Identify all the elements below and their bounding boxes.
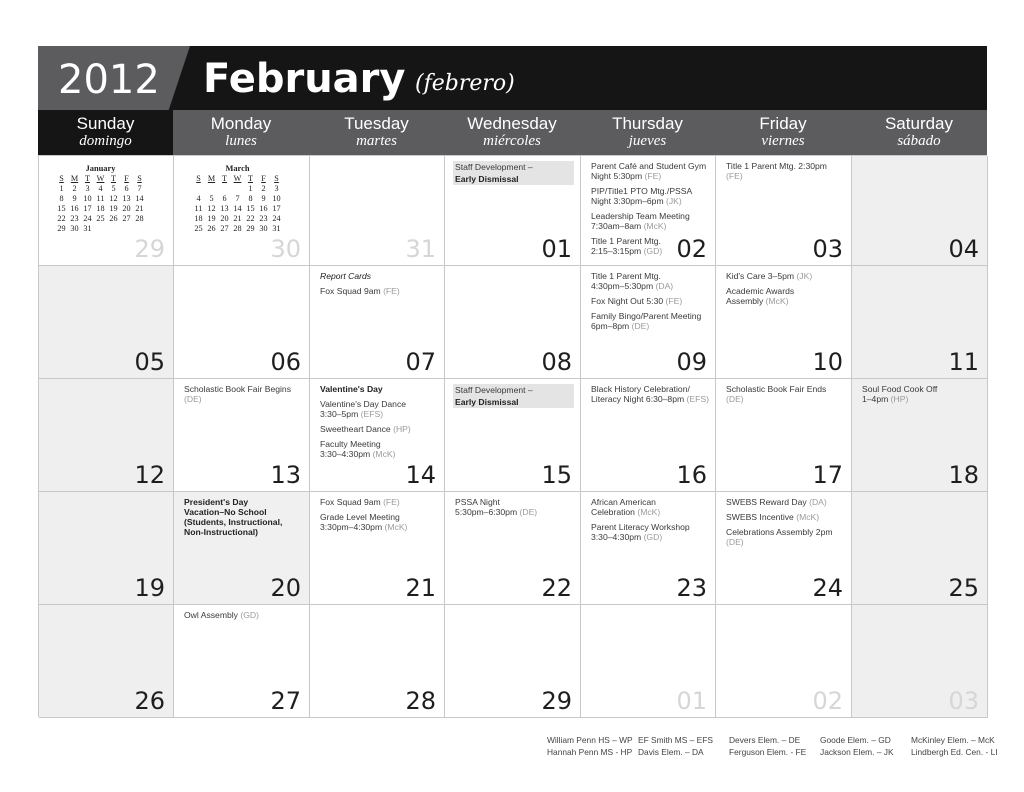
mini-day: 31 xyxy=(272,224,281,233)
mini-day: 26 xyxy=(109,214,118,223)
event-list xyxy=(455,497,574,522)
day-cell xyxy=(310,156,445,266)
school-code: (McK) xyxy=(643,221,667,231)
day-cell xyxy=(445,492,581,605)
day-cell xyxy=(174,156,310,266)
date-number: 03 xyxy=(812,235,843,263)
mini-day: 5 xyxy=(209,194,214,203)
date-number: 24 xyxy=(812,574,843,602)
mini-weekday: S xyxy=(59,174,64,183)
mini-day: 1 xyxy=(248,184,253,193)
date-number: 15 xyxy=(541,461,572,489)
day-cell xyxy=(852,156,988,266)
day-cell xyxy=(852,492,988,605)
event-list xyxy=(320,271,438,301)
weekday-name: Saturday xyxy=(884,114,954,133)
mini-day: 14 xyxy=(233,204,242,213)
mini-day: 28 xyxy=(233,224,242,233)
day-cell xyxy=(581,492,716,605)
mini-day: 8 xyxy=(59,194,64,203)
event-item: Report Cards xyxy=(320,271,372,281)
event-item: Celebrations Assembly 2pm (DE) xyxy=(726,527,833,547)
legend-column xyxy=(820,734,894,758)
event-list xyxy=(591,497,709,547)
school-code: (HP) xyxy=(890,394,909,404)
event-item: Early Dismissal xyxy=(453,396,574,408)
event-item: Sweetheart Dance (HP) xyxy=(320,424,411,434)
school-code: (McK) xyxy=(765,296,789,306)
mini-day: 16 xyxy=(70,204,79,213)
weekday-name: Friday xyxy=(759,114,807,133)
event-list xyxy=(726,271,845,311)
day-cell xyxy=(581,156,716,266)
date-number: 22 xyxy=(541,574,572,602)
school-code: (EFS) xyxy=(360,409,384,419)
event-item: Fox Squad 9am (FE) xyxy=(320,286,400,296)
legend-entry: Ferguson Elem. - FE xyxy=(729,747,807,757)
mini-weekday: T xyxy=(247,174,253,183)
mini-day: 21 xyxy=(233,214,242,223)
event-item: Valentine's Day xyxy=(320,384,383,394)
day-cell xyxy=(310,605,445,718)
mini-weekday: S xyxy=(274,174,279,183)
mini-day: 6 xyxy=(222,194,227,203)
mini-day: 25 xyxy=(194,224,203,233)
weekday-name-spanish: viernes xyxy=(761,133,805,149)
event-item: Owl Assembly (GD) xyxy=(184,610,259,620)
mini-day: 11 xyxy=(194,204,203,213)
date-number: 06 xyxy=(270,348,301,376)
day-cell xyxy=(310,266,445,379)
mini-day: 21 xyxy=(135,204,144,213)
event-list xyxy=(591,384,709,409)
weekday-header-sunday xyxy=(38,110,173,155)
event-item: Family Bingo/Parent Meeting 6pm–8pm (DE) xyxy=(591,311,702,331)
mini-calendar-march xyxy=(192,164,283,234)
mini-day: 27 xyxy=(220,224,229,233)
event-item: Academic Awards Assembly (McK) xyxy=(726,286,795,306)
mini-day: 10 xyxy=(83,194,92,203)
day-cell xyxy=(310,492,445,605)
mini-day: 31 xyxy=(83,224,92,233)
mini-day: 18 xyxy=(96,204,105,213)
weekday-name-spanish: lunes xyxy=(225,133,257,149)
day-cell xyxy=(445,266,581,379)
day-cell xyxy=(581,266,716,379)
school-code: (JK) xyxy=(796,271,813,281)
mini-day: 17 xyxy=(83,204,92,213)
date-number: 30 xyxy=(270,235,301,263)
date-number: 29 xyxy=(541,687,572,715)
weekday-name: Sunday xyxy=(76,114,135,133)
day-cell xyxy=(852,379,988,492)
mini-weekday: F xyxy=(261,174,266,183)
event-list xyxy=(862,384,981,409)
date-number: 28 xyxy=(405,687,436,715)
mini-day xyxy=(231,184,244,194)
day-cell xyxy=(852,266,988,379)
mini-day: 30 xyxy=(259,224,268,233)
event-item: SWEBS Reward Day (DA) xyxy=(726,497,827,507)
date-number: 31 xyxy=(405,235,436,263)
weekday-name-spanish: jueves xyxy=(628,133,667,149)
event-list xyxy=(320,384,438,464)
event-item: Valentine's Day Dance 3:30–5pm (EFS) xyxy=(320,399,407,419)
day-cell xyxy=(39,266,174,379)
date-number: 04 xyxy=(948,235,979,263)
date-number: 18 xyxy=(948,461,979,489)
event-item: Early Dismissal xyxy=(453,173,574,185)
event-item: President's Day Vacation–No School (Students, Instructional, Non-Instructional) xyxy=(184,497,283,537)
mini-day: 23 xyxy=(259,214,268,223)
mini-day: 7 xyxy=(137,184,142,193)
legend-column xyxy=(547,734,633,758)
legend-column xyxy=(911,734,998,758)
day-cell xyxy=(716,156,852,266)
weekday-header-tuesday xyxy=(309,110,444,155)
event-item: Title 1 Parent Mtg. 2:30pm (FE) xyxy=(726,161,827,181)
event-item: Grade Level Meeting 3:30pm–4:30pm (McK) xyxy=(320,512,408,532)
weekday-name-spanish: domingo xyxy=(79,133,132,149)
school-code: (FE) xyxy=(644,171,662,181)
mini-day: 30 xyxy=(70,224,79,233)
mini-day: 11 xyxy=(96,194,105,203)
school-code: (GD) xyxy=(240,610,259,620)
mini-day: 28 xyxy=(135,214,144,223)
date-number: 01 xyxy=(541,235,572,263)
event-item: Black History Celebration/ Literacy Night 6:30–8pm (EFS) xyxy=(591,384,709,404)
school-code: (FE) xyxy=(383,286,400,296)
school-code: (FE) xyxy=(665,296,683,306)
date-number: 16 xyxy=(676,461,707,489)
date-number: 21 xyxy=(405,574,436,602)
weekday-header-thursday xyxy=(580,110,715,155)
mini-weekday: T xyxy=(84,174,90,183)
legend-entry: Jackson Elem. – JK xyxy=(820,747,894,757)
event-list xyxy=(320,497,438,537)
day-cell xyxy=(581,379,716,492)
event-item: Staff Development – xyxy=(453,161,574,173)
day-cell xyxy=(581,605,716,718)
mini-day: 13 xyxy=(220,204,229,213)
mini-day: 18 xyxy=(194,214,203,223)
date-number: 11 xyxy=(948,348,979,376)
mini-day: 20 xyxy=(122,204,131,213)
legend-entry: McKinley Elem. – McK xyxy=(911,735,995,745)
mini-calendar-january xyxy=(55,164,146,234)
event-item: Fox Squad 9am (FE) xyxy=(320,497,400,507)
mini-day: 10 xyxy=(272,194,281,203)
event-list xyxy=(726,161,845,186)
date-number: 29 xyxy=(134,235,165,263)
day-cell xyxy=(445,605,581,718)
event-list xyxy=(455,161,574,190)
mini-day: 8 xyxy=(248,194,253,203)
date-number: 01 xyxy=(676,687,707,715)
date-number: 09 xyxy=(676,348,707,376)
school-code: (McK) xyxy=(372,449,396,459)
mini-calendar-title: January xyxy=(85,164,116,173)
school-code: (GD) xyxy=(643,246,663,256)
mini-day: 23 xyxy=(70,214,79,223)
school-code: (McK) xyxy=(384,522,408,532)
weekday-header-friday xyxy=(715,110,851,155)
date-number: 07 xyxy=(405,348,436,376)
event-item: PIP/Title1 PTO Mtg./PSSA Night 3:30pm–6pm (JK) xyxy=(591,186,693,206)
mini-day: 16 xyxy=(259,204,268,213)
legend-column xyxy=(729,734,806,758)
mini-weekday: M xyxy=(70,174,79,183)
mini-day: 4 xyxy=(98,184,103,193)
school-code: (DE) xyxy=(631,321,650,331)
mini-day: 27 xyxy=(122,214,131,223)
mini-day: 24 xyxy=(83,214,92,223)
weekday-name: Monday xyxy=(210,114,272,133)
mini-day: 9 xyxy=(261,194,266,203)
school-code: (McK) xyxy=(637,507,661,517)
weekday-name-spanish: sábado xyxy=(897,133,941,149)
mini-weekday: M xyxy=(207,174,216,183)
mini-weekday: W xyxy=(233,174,242,183)
date-number: 23 xyxy=(676,574,707,602)
mini-day: 17 xyxy=(272,204,281,213)
event-item: Title 1 Parent Mtg. 4:30pm–5:30pm (DA) xyxy=(591,271,674,291)
date-number: 26 xyxy=(134,687,165,715)
day-cell xyxy=(716,379,852,492)
mini-day: 19 xyxy=(109,204,118,213)
event-item: Title 1 Parent Mtg. 2:15–3:15pm (GD) xyxy=(591,236,663,256)
mini-day: 22 xyxy=(246,214,255,223)
event-list xyxy=(726,497,845,552)
legend-entry: Lindbergh Ed. Cen. - LI xyxy=(911,747,998,757)
mini-day xyxy=(218,184,231,194)
event-item: Fox Night Out 5:30 (FE) xyxy=(591,296,683,306)
date-number: 25 xyxy=(948,574,979,602)
school-code: (JK) xyxy=(666,196,682,206)
school-code: (McK) xyxy=(796,512,820,522)
mini-day: 24 xyxy=(272,214,281,223)
event-item: African American Celebration (McK) xyxy=(591,497,661,517)
mini-day: 3 xyxy=(274,184,279,193)
day-cell xyxy=(39,156,174,266)
month-title: February xyxy=(203,56,406,102)
day-cell xyxy=(174,492,310,605)
mini-day: 2 xyxy=(72,184,77,193)
day-cell xyxy=(39,379,174,492)
mini-day xyxy=(94,224,107,234)
event-item: Scholastic Book Fair Ends (DE) xyxy=(726,384,827,404)
mini-day: 19 xyxy=(207,214,216,223)
school-code: (DE) xyxy=(519,507,538,517)
date-number: 02 xyxy=(812,687,843,715)
day-cell xyxy=(39,605,174,718)
day-cell xyxy=(174,605,310,718)
weekday-name-spanish: martes xyxy=(356,133,397,149)
legend-entry: EF Smith MS – EFS xyxy=(638,735,713,745)
month-title-spanish: (febrero) xyxy=(415,71,515,96)
weekday-header-wednesday xyxy=(444,110,580,155)
year-title: 2012 xyxy=(58,57,160,103)
mini-day: 12 xyxy=(109,194,118,203)
mini-day: 25 xyxy=(96,214,105,223)
mini-day: 7 xyxy=(235,194,240,203)
event-item: Scholastic Book Fair Begins (DE) xyxy=(184,384,291,404)
calendar-grid xyxy=(38,155,987,717)
event-list xyxy=(591,271,709,336)
event-item: Faculty Meeting 3:30–4:30pm (McK) xyxy=(320,439,396,459)
weekday-name: Wednesday xyxy=(467,114,557,133)
day-cell xyxy=(445,379,581,492)
mini-day xyxy=(192,184,205,194)
mini-day: 4 xyxy=(196,194,201,203)
mini-day: 12 xyxy=(207,204,216,213)
event-item: Staff Development – xyxy=(453,384,574,396)
mini-day: 13 xyxy=(122,194,131,203)
day-cell xyxy=(852,605,988,718)
date-number: 08 xyxy=(541,348,572,376)
mini-day: 20 xyxy=(220,214,229,223)
mini-day: 29 xyxy=(57,224,66,233)
event-list xyxy=(184,384,303,409)
event-list xyxy=(184,497,303,542)
mini-day: 6 xyxy=(124,184,129,193)
event-item: Parent Literacy Workshop 3:30–4:30pm (GD) xyxy=(591,522,690,542)
day-cell xyxy=(716,266,852,379)
legend-entry: Hannah Penn MS - HP xyxy=(547,747,633,757)
mini-day: 9 xyxy=(72,194,77,203)
mini-day: 14 xyxy=(135,194,144,203)
event-list xyxy=(455,384,574,413)
mini-day xyxy=(133,224,146,234)
date-number: 12 xyxy=(134,461,165,489)
mini-day: 26 xyxy=(207,224,216,233)
mini-day: 15 xyxy=(57,204,66,213)
mini-day: 29 xyxy=(246,224,255,233)
date-number: 03 xyxy=(948,687,979,715)
mini-weekday: S xyxy=(196,174,201,183)
mini-weekday: T xyxy=(221,174,227,183)
legend-entry: William Penn HS – WP xyxy=(547,735,633,745)
mini-weekday: W xyxy=(96,174,105,183)
date-number: 10 xyxy=(812,348,843,376)
school-code: (DE) xyxy=(726,394,744,404)
date-number: 05 xyxy=(134,348,165,376)
school-code: (EFS) xyxy=(686,394,709,404)
day-cell xyxy=(310,379,445,492)
day-cell xyxy=(716,492,852,605)
school-code: (FE) xyxy=(726,171,743,181)
weekday-name: Tuesday xyxy=(344,114,409,133)
event-item: Kid's Care 3–5pm (JK) xyxy=(726,271,813,281)
date-number: 19 xyxy=(134,574,165,602)
mini-day: 22 xyxy=(57,214,66,223)
event-item: Soul Food Cook Off 1–4pm (HP) xyxy=(862,384,938,404)
school-code: (GD) xyxy=(643,532,663,542)
legend-entry: Goode Elem. – GD xyxy=(820,735,891,745)
mini-weekday: F xyxy=(124,174,129,183)
mini-day: 1 xyxy=(59,184,64,193)
event-item: Leadership Team Meeting 7:30am–8am (McK) xyxy=(591,211,690,231)
legend-entry: Davis Elem. – DA xyxy=(638,747,704,757)
day-cell xyxy=(174,266,310,379)
legend-entry: Devers Elem. – DE xyxy=(729,735,801,745)
date-number: 20 xyxy=(270,574,301,602)
school-code: (HP) xyxy=(393,424,411,434)
day-cell xyxy=(716,605,852,718)
day-cell xyxy=(445,156,581,266)
mini-weekday: S xyxy=(137,174,142,183)
date-number: 02 xyxy=(676,235,707,263)
mini-weekday: T xyxy=(110,174,116,183)
mini-calendar-title: March xyxy=(225,164,250,173)
school-code: (DA) xyxy=(655,281,674,291)
school-code: (DE) xyxy=(726,537,744,547)
event-item: SWEBS Incentive (McK) xyxy=(726,512,820,522)
mini-day: 2 xyxy=(261,184,266,193)
weekday-name: Thursday xyxy=(612,114,683,133)
mini-day xyxy=(107,224,120,234)
event-list xyxy=(726,384,845,409)
event-item: Parent Café and Student Gym Night 5:30pm (FE) xyxy=(591,161,707,181)
date-number: 27 xyxy=(270,687,301,715)
date-number: 13 xyxy=(270,461,301,489)
mini-day xyxy=(120,224,133,234)
legend-column xyxy=(638,734,713,758)
weekday-name-spanish: miércoles xyxy=(483,133,541,149)
day-cell xyxy=(39,492,174,605)
school-code: (DA) xyxy=(809,497,827,507)
mini-day: 5 xyxy=(111,184,116,193)
day-cell xyxy=(174,379,310,492)
date-number: 14 xyxy=(405,461,436,489)
school-code: (FE) xyxy=(383,497,400,507)
event-item: PSSA Night 5:30pm–6:30pm (DE) xyxy=(455,497,538,517)
mini-day xyxy=(205,184,218,194)
school-code: (DE) xyxy=(184,394,202,404)
date-number: 17 xyxy=(812,461,843,489)
weekday-header-monday xyxy=(173,110,309,155)
mini-day: 3 xyxy=(85,184,90,193)
weekday-header-saturday xyxy=(851,110,987,155)
mini-day: 15 xyxy=(246,204,255,213)
event-list xyxy=(184,610,303,625)
